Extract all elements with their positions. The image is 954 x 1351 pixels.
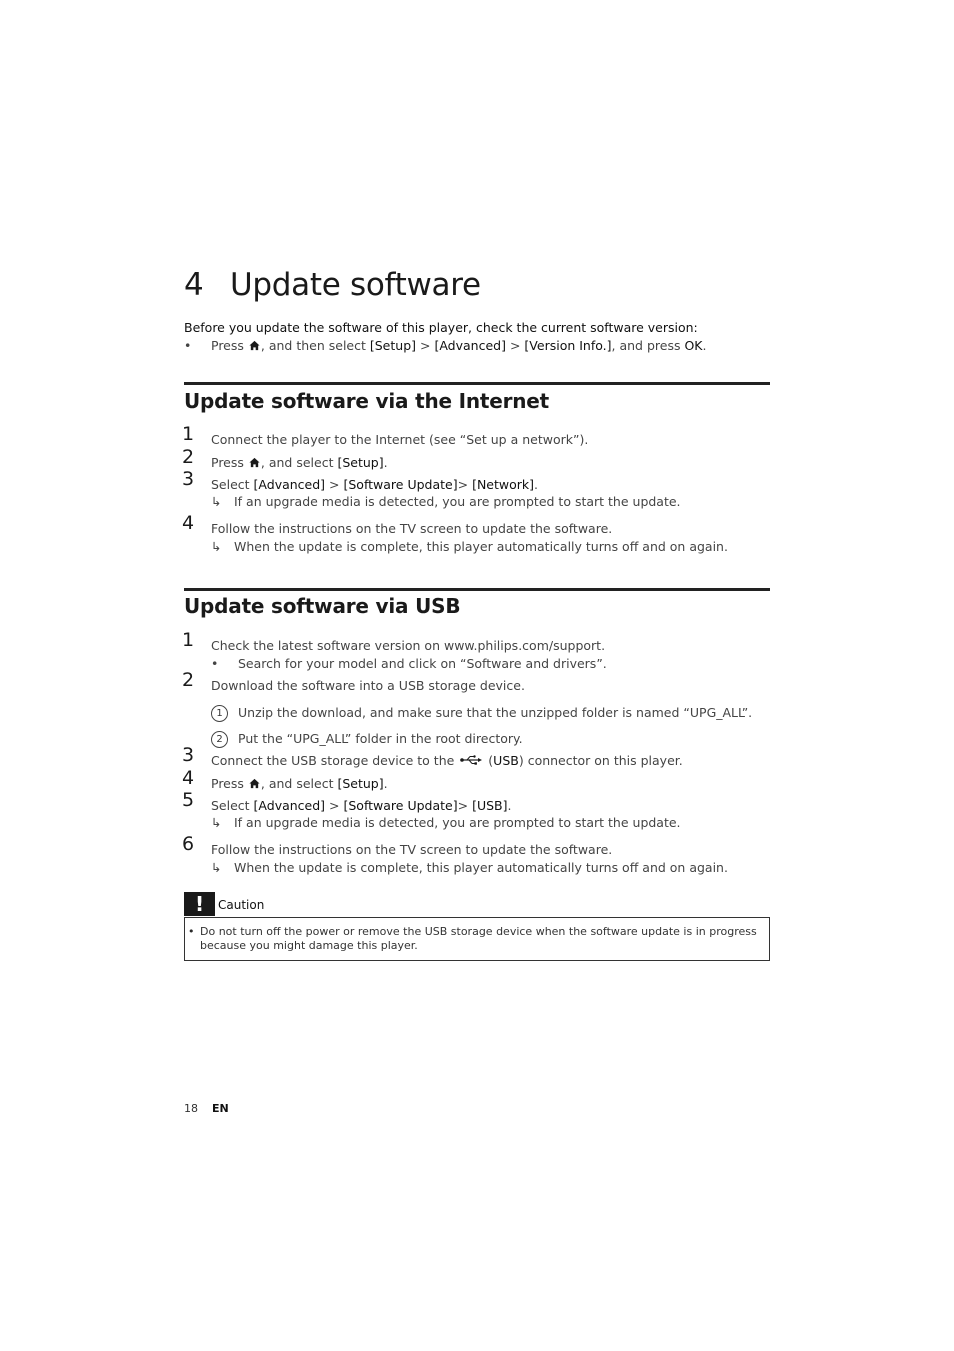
caution-label: Caution [218, 898, 265, 912]
step-text: Check the latest software version on www.philips.com/support. [211, 638, 606, 653]
intro-text: Before you update the software of this player, check the current software version: [184, 320, 698, 335]
substep-number-circle: 1 [211, 705, 228, 722]
page-number: 18 [184, 1102, 198, 1115]
step-number: 5 [182, 789, 195, 811]
result-arrow-icon: ↳ [211, 815, 222, 830]
exclamation-icon: ! [184, 892, 215, 916]
chapter-title-text: Update software [230, 266, 481, 303]
caution-text: Do not turn off the power or remove the USB storage device when the software update is in progress because you might damage this player. [200, 925, 757, 952]
home-icon [249, 778, 260, 789]
step-number: 2 [182, 446, 195, 468]
bullet-dot: • [188, 925, 195, 938]
result-arrow-icon: ↳ [211, 539, 222, 554]
step-text: Select [Advanced] > [Software Update]> [Network]. [211, 477, 539, 492]
page-footer [184, 1102, 229, 1115]
bullet-dot: • [211, 656, 219, 671]
caution-box [184, 917, 770, 961]
intro-bullet-text: Press , and then select [Setup] > [Advanced] > [Version Info.], and press OK. [211, 338, 707, 353]
step-number: 4 [182, 512, 195, 534]
step-number: 6 [182, 833, 195, 855]
step-number: 4 [182, 767, 195, 789]
section-title-internet: Update software via the Internet [184, 389, 550, 413]
step-text: Follow the instructions on the TV screen to update the software. [211, 842, 613, 857]
step-number: 1 [182, 423, 195, 445]
section-divider [184, 382, 770, 385]
section-title-usb: Update software via USB [184, 594, 461, 618]
step-text: Download the software into a USB storage device. [211, 678, 525, 693]
substep-number-circle: 2 [211, 731, 228, 748]
step-text: Follow the instructions on the TV screen to update the software. [211, 521, 613, 536]
step-number: 1 [182, 629, 195, 651]
step-number: 2 [182, 669, 195, 691]
step-text: Press , and select [Setup]. [211, 455, 388, 470]
chapter-title [184, 267, 481, 303]
step-text: Press , and select [Setup]. [211, 776, 388, 791]
bullet-dot: • [184, 338, 192, 353]
step-number: 3 [182, 744, 195, 766]
usb-icon [460, 755, 482, 765]
home-icon [249, 457, 260, 468]
language-code: EN [212, 1102, 229, 1115]
step-text: Connect the USB storage device to the (USB) connector on this player. [211, 753, 683, 768]
section-divider [184, 588, 770, 591]
step-text: Select [Advanced] > [Software Update]> [USB]. [211, 798, 512, 813]
step-number: 3 [182, 468, 195, 490]
chapter-number: 4 [184, 266, 204, 303]
step-text: Connect the player to the Internet (see “Set up a network”). [211, 432, 589, 447]
result-arrow-icon: ↳ [211, 860, 222, 875]
result-arrow-icon: ↳ [211, 494, 222, 509]
home-icon [249, 340, 260, 351]
